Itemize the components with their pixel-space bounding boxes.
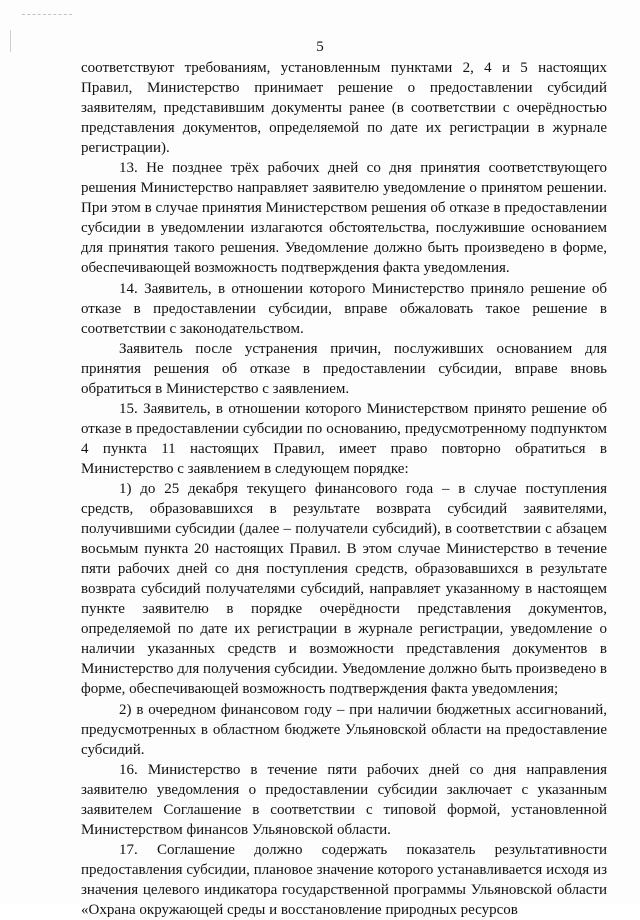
paragraph-continuation: соответствуют требованиям, установленным пунктами 2, 4 и 5 настоящих Правил, Министерство принимает решение о предоставлении субсидий заявителям, представившим документы ранее (в соответствии с очерёдностью представления документов, определяемой по дате их регистрации в журнале регистрации). (81, 60, 607, 157)
paragraph-item-15-sub-2: 2) в очередном финансовом году – при наличии бюджетных ассигнований, предусмотренных в областном бюджете Ульяновской области на предоставление субсидий. (81, 701, 607, 758)
page-number: 5 (316, 39, 324, 55)
paragraph-item-15: 15. Заявитель, в отношении которого Министерством принято решение об отказе в предоставлении субсидии по основанию, предусмотренному подпунктом 4 пункта 11 настоящих Правил, имеет право повторно обратиться в Министерство с заявлением в следующем порядке: (81, 400, 607, 477)
paragraph-item-13: 13. Не позднее трёх рабочих дней со дня принятия соответствующего решения Министерство направляет заявителю уведомление о принятом решении. При этом в случае принятия Министерством решения об отказе в предоставлении субсидии в уведомлении излагаются обстоятельства, послужившие основанием для принятия такого решения. Уведомление должно быть произведено в форме, обеспечивающей возможность подтверждения факта уведомления. (81, 160, 607, 277)
paragraph-item-16: 16. Министерство в течение пяти рабочих дней со дня направления заявителю уведомления о предоставлении субсидии заключает с указанным заявителем Соглашение в соответствии с типовой формой, установленной Министерством финансов Ульяновской области. (81, 761, 607, 838)
paragraph-item-14: 14. Заявитель, в отношении которого Министерство приняло решение об отказе в предоставлении субсидии, вправе обжаловать такое решение в соответствии с законодательством. (81, 280, 607, 337)
paragraph-item-17: 17. Соглашение должно содержать показатель результативности предоставления субсидии, плановое значение которого устанавливается исходя из значения целевого индикатора государственной программы Ульяновской области «Охрана окружающей среды и восстановление природных ресурсов (81, 841, 607, 918)
paragraph-item-15-sub-1: 1) до 25 декабря текущего финансового года – в случае поступления средств, образовавшихся в результате возврата субсидий заявителями, получившими субсидии (далее – получатели субсидий), в соответствии с абзацем восьмым пункта 20 настоящих Правил. В этом случае Министерство в течение пяти рабочих дней со дня поступления средств, образовавшихся в результате возврата субсидий получателями субсидий, направляет указанному в настоящем пункте заявителю в порядке очерёдности представления документов, определяемой по дате их регистрации в журнале регистрации, уведомление о наличии указанных средств и возможности представления документов в Министерство для получения субсидии. Уведомление должно быть произведено в форме, обеспечивающей возможность подтверждения факта уведомления; (81, 480, 607, 698)
scan-artifact-mark (22, 14, 72, 17)
document-body (81, 58, 607, 920)
paragraph-item-14-applicant: Заявитель после устранения причин, послуживших основанием для принятия решения об отказе в предоставлении субсидии, вправе вновь обратиться в Министерство с заявлением. (81, 340, 607, 397)
